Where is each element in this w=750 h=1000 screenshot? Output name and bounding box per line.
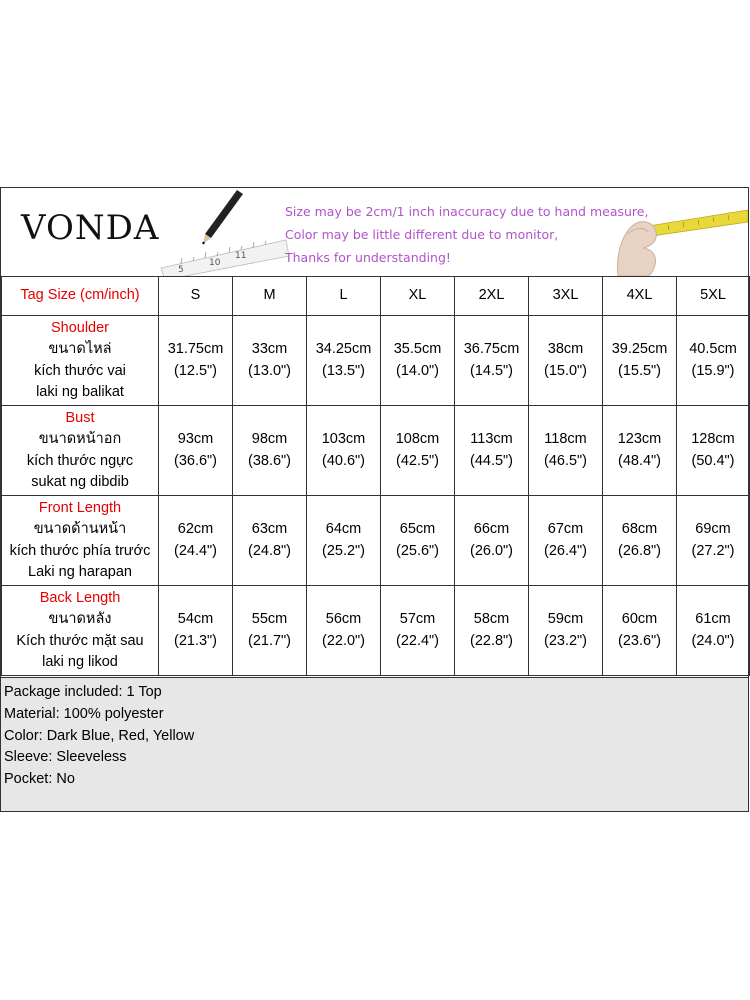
value-inch: (25.2") [321, 542, 366, 559]
value-inch: (46.5") [543, 452, 588, 469]
value-cm: 123cm [617, 431, 662, 447]
measurement-cell [529, 316, 603, 406]
value-inch: (26.4") [543, 542, 588, 559]
value-cm: 118cm [544, 431, 587, 447]
value-cm: 60cm [621, 611, 658, 627]
value-cm: 62cm [177, 521, 214, 537]
value-cm: 64cm [325, 521, 362, 537]
value-inch: (27.2") [691, 542, 735, 559]
measurement-vietnamese: kích thước ngực [26, 452, 134, 469]
size-table [1, 276, 750, 676]
value-inch: (50.4") [691, 452, 735, 469]
value-inch: (14.5") [469, 362, 514, 379]
value-inch: (12.5") [173, 362, 218, 379]
value-cm: 55cm [251, 611, 288, 627]
measurement-cell [381, 496, 455, 586]
value-cm: 63cm [251, 521, 288, 537]
measurement-thai: ขนาดไหล่ [48, 341, 112, 357]
ruler-mark: 10 [209, 258, 221, 268]
measurement-cell [159, 586, 233, 676]
measurement-cell [455, 406, 529, 496]
measurement-thai: ขนาดด้านหน้า [33, 521, 127, 537]
measurement-cell [381, 406, 455, 496]
value-cm: 68cm [621, 521, 658, 537]
measurement-name: Shoulder [50, 319, 110, 336]
value-inch: (13.0") [247, 362, 292, 379]
size-header: 3XL [529, 277, 603, 316]
value-cm: 33cm [251, 341, 288, 357]
value-inch: (24.8") [247, 542, 292, 559]
measurement-label [2, 496, 159, 586]
value-cm: 93cm [177, 431, 214, 447]
package-included: Package included: 1 Top [4, 684, 162, 700]
value-cm: 98cm [251, 431, 288, 447]
value-inch: (21.3") [173, 632, 218, 649]
banner-notes [285, 200, 648, 269]
brand-logo: VONDA [21, 208, 160, 248]
measurement-thai: ขนาดหน้าอก [38, 431, 122, 447]
value-inch: (24.4") [173, 542, 218, 559]
ruler-mark: 11 [235, 251, 247, 261]
measurement-cell [381, 586, 455, 676]
measurement-vietnamese: kích thước phía trước [9, 542, 151, 559]
value-inch: (40.6") [321, 452, 366, 469]
size-header: 5XL [677, 277, 750, 316]
measurement-cell [677, 496, 750, 586]
value-inch: (42.5") [395, 452, 440, 469]
measurement-cell [233, 586, 307, 676]
measurement-cell [159, 496, 233, 586]
measurement-cell [677, 586, 750, 676]
note-accuracy: Size may be 2cm/1 inch inaccuracy due to hand measure, [285, 204, 649, 219]
value-inch: (25.6") [395, 542, 440, 559]
measurement-cell [529, 586, 603, 676]
measurement-filipino: Laki ng harapan [28, 564, 132, 580]
value-cm: 31.75cm [167, 341, 224, 357]
measurement-cell [307, 316, 381, 406]
size-header: 4XL [603, 277, 677, 316]
size-header: XL [381, 277, 455, 316]
measurement-cell [455, 586, 529, 676]
measurement-row [2, 586, 750, 676]
color-options: Color: Dark Blue, Red, Yellow [4, 727, 195, 744]
measurement-cell [677, 316, 750, 406]
value-inch: (13.5") [321, 362, 366, 379]
size-header: M [233, 277, 307, 316]
measurement-thai: ขนาดหลัง [48, 611, 112, 627]
measurement-cell [381, 316, 455, 406]
measurement-cell [159, 316, 233, 406]
measurement-vietnamese: kích thước vai [34, 362, 126, 379]
measurement-cell [529, 496, 603, 586]
size-header: S [159, 277, 233, 316]
size-chart [0, 187, 749, 812]
pocket-info: Pocket: No [4, 771, 75, 788]
material: Material: 100% polyester [4, 705, 164, 722]
value-inch: (24.0") [691, 632, 735, 649]
value-cm: 66cm [473, 521, 510, 537]
value-inch: (15.5") [617, 362, 662, 379]
measurement-label [2, 586, 159, 676]
value-inch: (22.8") [469, 632, 514, 649]
value-inch: (14.0") [395, 362, 440, 379]
value-cm: 39.25cm [611, 341, 668, 357]
value-inch: (38.6") [247, 452, 292, 469]
value-inch: (36.6") [173, 452, 218, 469]
value-inch: (15.0") [543, 362, 588, 379]
value-inch: (26.0") [469, 542, 514, 559]
measurement-cell [307, 496, 381, 586]
measurement-cell [307, 406, 381, 496]
value-cm: 40.5cm [689, 341, 737, 357]
value-cm: 54cm [177, 611, 214, 627]
measurement-cell [455, 316, 529, 406]
value-inch: (22.4") [395, 632, 440, 649]
measurement-row [2, 496, 750, 586]
hand-tape-measure-illustration [598, 188, 748, 276]
measurement-filipino: laki ng balikat [36, 384, 124, 400]
value-cm: 59cm [547, 611, 584, 627]
measurement-cell [233, 496, 307, 586]
measurement-cell [159, 406, 233, 496]
value-cm: 57cm [399, 611, 436, 627]
value-inch: (21.7") [247, 632, 292, 649]
value-inch: (22.0") [321, 632, 366, 649]
value-cm: 103cm [321, 431, 366, 447]
value-inch: (23.2") [543, 632, 588, 649]
value-inch: (48.4") [617, 452, 662, 469]
measurement-cell [233, 406, 307, 496]
tag-size-label: Tag Size (cm/inch) [2, 277, 159, 316]
value-cm: 113cm [470, 431, 513, 447]
measurement-filipino: laki ng likod [42, 654, 118, 670]
value-cm: 36.75cm [463, 341, 520, 357]
measurement-cell [233, 316, 307, 406]
measurement-row [2, 406, 750, 496]
value-cm: 58cm [473, 611, 510, 627]
size-header-row [2, 277, 750, 316]
value-cm: 65cm [399, 521, 436, 537]
size-header: 2XL [455, 277, 529, 316]
measurement-name: Back Length [39, 589, 121, 606]
measurement-name: Front Length [38, 499, 122, 516]
measurement-cell [307, 586, 381, 676]
value-cm: 35.5cm [393, 341, 442, 357]
measurement-cell [603, 406, 677, 496]
value-inch: (44.5") [469, 452, 514, 469]
product-description [1, 677, 748, 811]
sleeve-type: Sleeve: Sleeveless [4, 749, 127, 766]
measurement-cell [603, 586, 677, 676]
note-thanks: Thanks for understanding! [285, 250, 451, 265]
measurement-label [2, 406, 159, 496]
note-color: Color may be little different due to monitor, [285, 227, 559, 242]
ruler-mark: 5 [178, 265, 184, 275]
measurement-cell [677, 406, 750, 496]
measurement-cell [603, 316, 677, 406]
value-cm: 61cm [695, 611, 731, 627]
value-cm: 128cm [691, 431, 735, 447]
value-inch: (15.9") [691, 362, 735, 379]
measurement-cell [603, 496, 677, 586]
value-inch: (23.6") [617, 632, 662, 649]
ruler-pencil-illustration [151, 188, 291, 276]
measurement-name: Bust [65, 409, 95, 426]
value-cm: 67cm [547, 521, 584, 537]
chart-banner [1, 188, 748, 277]
size-header: L [307, 277, 381, 316]
value-cm: 69cm [695, 521, 731, 537]
value-cm: 34.25cm [315, 341, 372, 357]
value-cm: 108cm [395, 431, 440, 447]
value-cm: 38cm [547, 341, 584, 357]
value-inch: (26.8") [617, 542, 662, 559]
measurement-cell [529, 406, 603, 496]
measurement-cell [455, 496, 529, 586]
value-cm: 56cm [325, 611, 362, 627]
measurement-filipino: sukat ng dibdib [31, 474, 129, 490]
measurement-vietnamese: Kích thước mặt sau [16, 632, 144, 649]
measurement-label [2, 316, 159, 406]
measurement-row [2, 316, 750, 406]
